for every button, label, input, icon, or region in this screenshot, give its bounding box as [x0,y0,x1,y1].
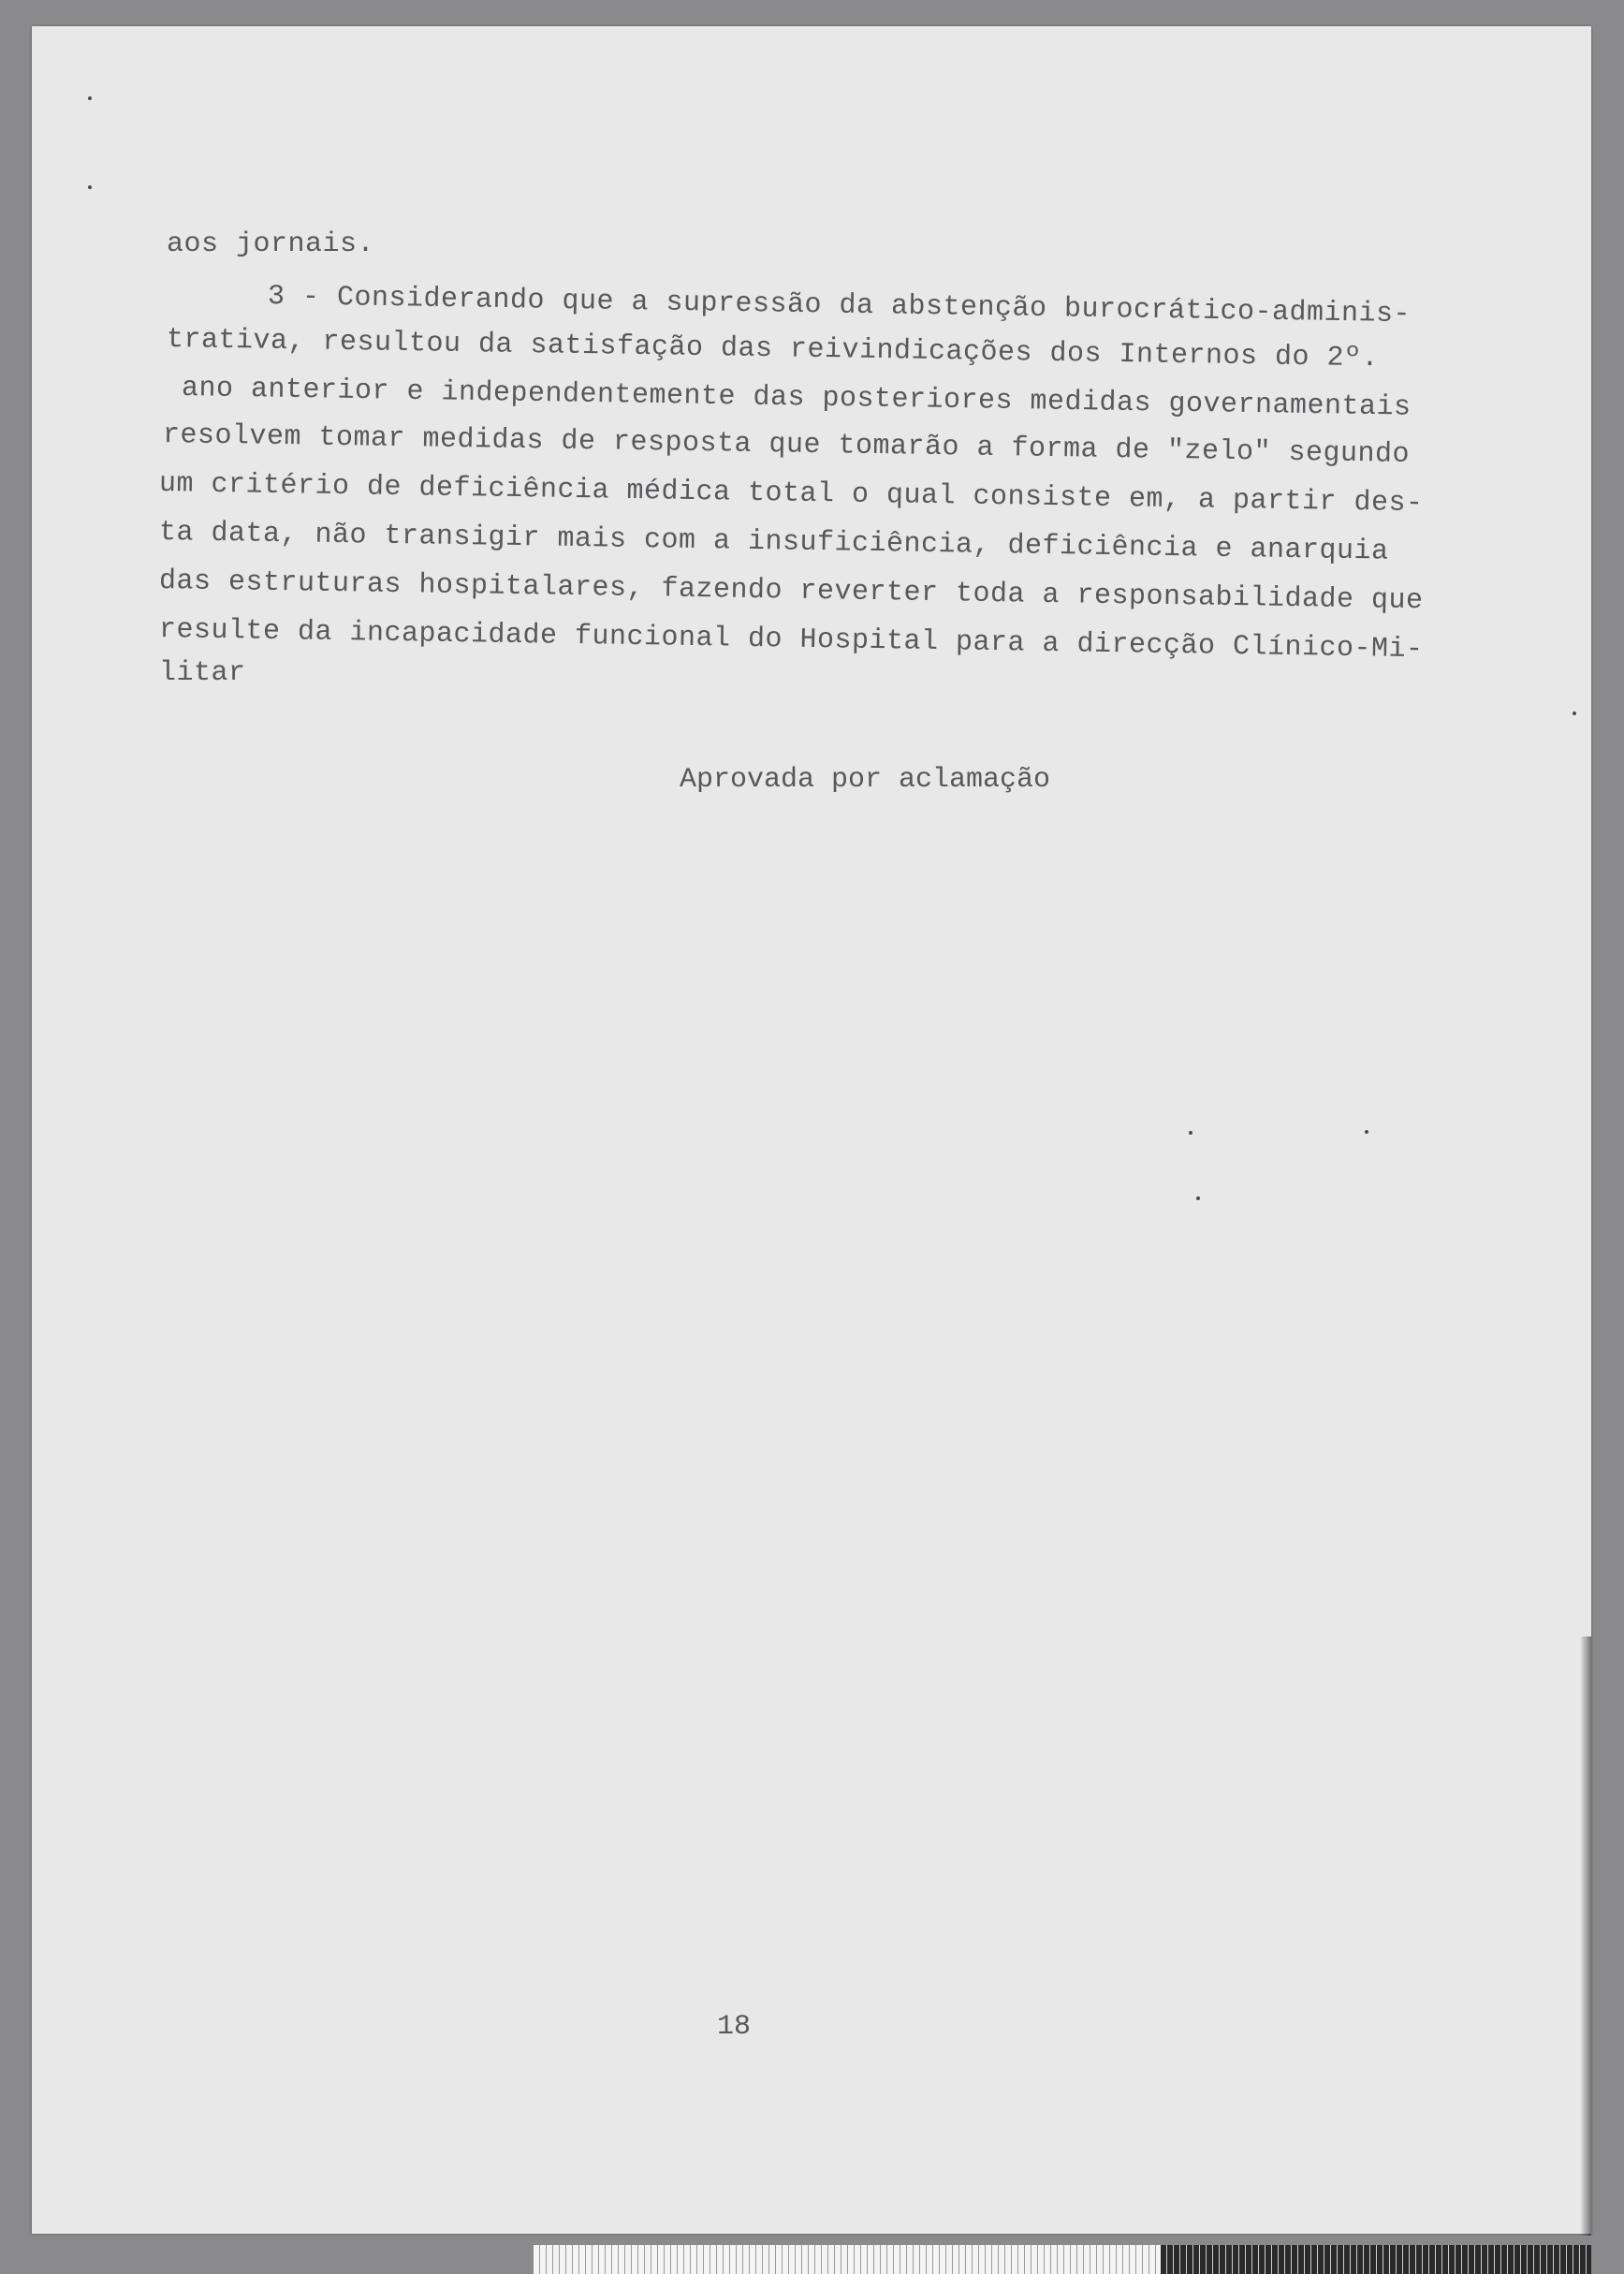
ruler-light-segment [534,2245,1161,2274]
text-line-6: um critério de deficiência médica total o qual consiste em, a partir des- [158,468,1424,521]
text-line-7: ta data, não transigir mais com a insuficiência, deficiência e anarquia [158,517,1389,568]
text-line-2: 3 - Considerando que a supressão da abstenção burocrático-adminis- [267,281,1412,331]
speck-1 [88,96,92,100]
text-line-9: resulte da incapacidade funcional do Hospital para a direcção Clínico-Mi- [158,614,1424,667]
speck-5 [1196,1196,1200,1200]
scale-ruler [534,2245,1591,2274]
speck-2 [88,185,92,189]
text-line-8: das estruturas hospitalares, fazendo reverter toda a responsabilidade que [158,565,1424,618]
text-line-5: resolvem tomar medidas de resposta que tomarão a forma de "zelo" segundo [162,419,1411,471]
ruler-dark-segment [1161,2245,1591,2274]
text-line-4: ano anterior e independentemente das posteriores medidas governamentais [181,373,1412,424]
speck-4 [1365,1130,1368,1134]
text-line-10: litar [159,657,246,689]
text-line-1: aos jornais. [167,228,375,260]
speck-6 [1573,712,1576,715]
speck-3 [1189,1131,1192,1135]
page-number: 18 [717,2011,752,2043]
text-line-3: trativa, resultou da satisfação das reivindicações dos Internos do 2º. [166,324,1380,375]
approval-note: Aprovada por aclamação [680,764,1051,796]
